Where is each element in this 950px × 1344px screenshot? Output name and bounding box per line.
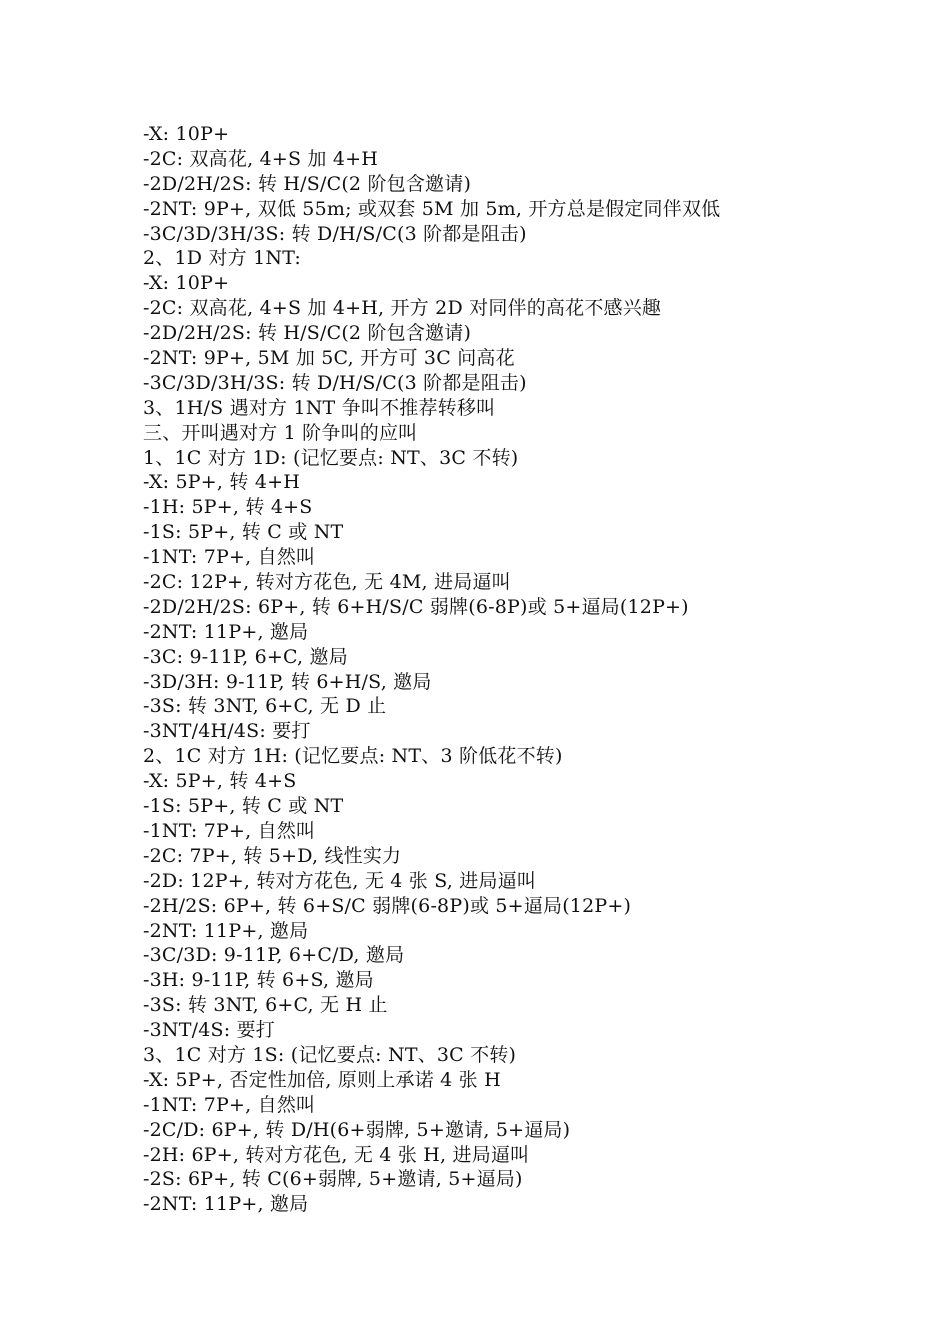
text-line: -X: 10P+ xyxy=(143,123,230,145)
document-text xyxy=(143,122,913,1217)
section-heading: 2、1C 对方 1H: (记忆要点: NT、3 阶低花不转) xyxy=(143,745,563,768)
section-heading: 2、1D 对方 1NT: xyxy=(143,247,301,270)
text-line: -2NT: 11P+, 邀局 xyxy=(143,620,309,643)
section-heading: 1、1C 对方 1D: (记忆要点: NT、3C 不转) xyxy=(143,446,519,469)
text-line: -1NT: 7P+, 自然叫 xyxy=(143,1093,316,1116)
text-line: -X: 5P+, 否定性加倍, 原则上承诺 4 张 H xyxy=(143,1068,501,1091)
text-line: -1H: 5P+, 转 4+S xyxy=(143,496,313,519)
text-line: -2D/2H/2S: 6P+, 转 6+H/S/C 弱牌(6-8P)或 5+逼局(12P+) xyxy=(143,595,689,618)
section-heading: 3、1H/S 遇对方 1NT 争叫不推荐转移叫 xyxy=(143,396,496,419)
text-line: -2NT: 9P+, 5M 加 5C, 开方可 3C 问高花 xyxy=(143,347,515,370)
text-line: -2D/2H/2S: 转 H/S/C(2 阶包含邀请) xyxy=(143,172,472,195)
text-line: -X: 10P+ xyxy=(143,272,230,295)
text-line: -3C/3D/3H/3S: 转 D/H/S/C(3 阶都是阻击) xyxy=(143,371,527,394)
text-line: -2S: 6P+, 转 C(6+弱牌, 5+邀请, 5+逼局) xyxy=(143,1168,523,1191)
text-line: -3NT/4S: 要打 xyxy=(143,1019,275,1042)
text-line: -3S: 转 3NT, 6+C, 无 H 止 xyxy=(143,994,388,1017)
text-line: -X: 5P+, 转 4+S xyxy=(143,770,297,793)
text-line: -2C: 12P+, 转对方花色, 无 4M, 进局逼叫 xyxy=(143,571,511,594)
text-line: -1NT: 7P+, 自然叫 xyxy=(143,819,316,842)
text-line: -2C/D: 6P+, 转 D/H(6+弱牌, 5+邀请, 5+逼局) xyxy=(143,1118,571,1141)
text-line: -2D/2H/2S: 转 H/S/C(2 阶包含邀请) xyxy=(143,322,472,345)
text-line: -X: 5P+, 转 4+H xyxy=(143,471,300,494)
text-line: -1S: 5P+, 转 C 或 NT xyxy=(143,521,344,544)
text-line: -2H/2S: 6P+, 转 6+S/C 弱牌(6-8P)或 5+逼局(12P+) xyxy=(143,894,632,917)
text-line: -3C: 9-11P, 6+C, 邀局 xyxy=(143,645,348,668)
text-line: -2H: 6P+, 转对方花色, 无 4 张 H, 进局逼叫 xyxy=(143,1143,530,1166)
text-line: -3C/3D: 9-11P, 6+C/D, 邀局 xyxy=(143,944,405,967)
text-line: -2D: 12P+, 转对方花色, 无 4 张 S, 进局逼叫 xyxy=(143,869,537,892)
chapter-heading: 三、开叫遇对方 1 阶争叫的应叫 xyxy=(143,421,418,444)
text-line: -2NT: 11P+, 邀局 xyxy=(143,1193,309,1216)
text-line: -3S: 转 3NT, 6+C, 无 D 止 xyxy=(143,695,387,718)
text-line: -1NT: 7P+, 自然叫 xyxy=(143,546,316,569)
text-line: -2NT: 9P+, 双低 55m; 或双套 5M 加 5m, 开方总是假定同伴双低 xyxy=(143,197,721,220)
text-line: -2NT: 11P+, 邀局 xyxy=(143,919,309,942)
text-line: -1S: 5P+, 转 C 或 NT xyxy=(143,795,344,818)
section-heading: 3、1C 对方 1S: (记忆要点: NT、3C 不转) xyxy=(143,1043,517,1066)
text-line: -3H: 9-11P, 转 6+S, 邀局 xyxy=(143,969,374,992)
text-line: -3C/3D/3H/3S: 转 D/H/S/C(3 阶都是阻击) xyxy=(143,222,527,245)
text-line: -2C: 双高花, 4+S 加 4+H, 开方 2D 对同伴的高花不感兴趣 xyxy=(143,297,662,320)
text-line: -2C: 双高花, 4+S 加 4+H xyxy=(143,147,379,170)
text-line: -3D/3H: 9-11P, 转 6+H/S, 邀局 xyxy=(143,670,432,693)
text-line: -2C: 7P+, 转 5+D, 线性实力 xyxy=(143,844,402,867)
text-line: -3NT/4H/4S: 要打 xyxy=(143,720,311,743)
